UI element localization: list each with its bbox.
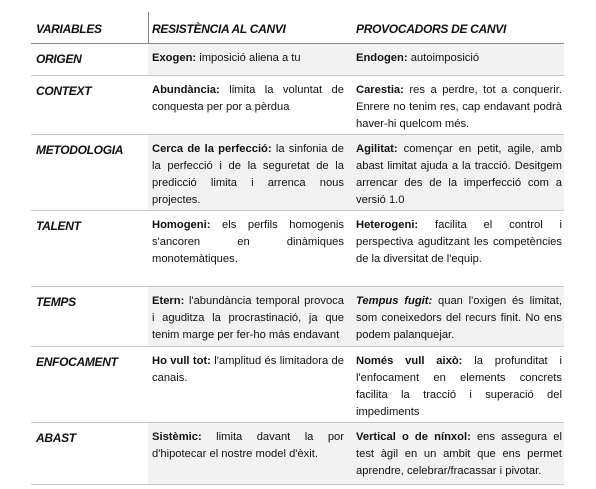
- resistance-cell: Homogeni: els perfils homogenis s'ancoren en dinàmiques monotemàtiques.: [152, 219, 344, 265]
- resistance-cell: Sistèmic: limita davant la por d'hipotecar el nostre model d'èxit.: [152, 431, 344, 460]
- table-header-row: [31, 12, 564, 44]
- variable-label: ENFOCAMENT: [36, 355, 118, 369]
- resistance-cell: Etern: l'abundància temporal provoca i aguditza la procrastinació, ja que tenim marge per fer-ho más endavant: [152, 295, 344, 341]
- table-row-origen: [31, 44, 564, 76]
- header-variables: VARIABLES: [36, 22, 102, 36]
- resistance-cell: Abundància: limita la voluntat de conquesta per por a pèrdua: [152, 84, 344, 113]
- table-row-temps: [31, 287, 564, 347]
- resistance-cell: Cerca de la perfecció: la sinfonia de la perfecció i de la seguretat de la predicció limita i arrenca nous projectes.: [152, 143, 344, 206]
- resistance-cell: Exogen: imposició aliena a tu: [152, 52, 301, 64]
- provoker-cell: Endogen: autoimposició: [356, 52, 480, 64]
- variable-label: ORIGEN: [36, 52, 82, 66]
- variable-label: TALENT: [36, 219, 81, 233]
- header-provokers: PROVOCADORS DE CANVI: [356, 22, 507, 36]
- variable-label: TEMPS: [36, 295, 76, 309]
- variable-label: ABAST: [36, 431, 76, 445]
- variable-label: CONTEXT: [36, 84, 92, 98]
- provoker-cell: Carestia: res a perdre, tot a conquerir. Enrere no tenim res, cap endavant podrà haver-hi quelcom més.: [356, 84, 562, 130]
- table-row-metodologia: [31, 135, 564, 211]
- header-resistance: RESISTÈNCIA AL CANVI: [152, 22, 286, 36]
- provoker-cell: Tempus fugit: quan l'oxigen és limitat, som coneixedors del recurs finit. No ens podem palanquejar.: [356, 295, 562, 341]
- provoker-cell: Agilitat: començar en petit, agile, amb abast limitat ajuda a la tracció. Desitgem arrencar des de la imperfecció com a versió 1.0: [356, 143, 562, 206]
- table-row-abast: [31, 423, 564, 485]
- variable-label: METODOLOGIA: [36, 143, 124, 157]
- resistance-cell: Ho vull tot: l'amplitud és limitadora de canais.: [152, 355, 344, 384]
- change-variables-table: [31, 12, 564, 485]
- table-row-context: [31, 76, 564, 135]
- provoker-cell: Només vull això: la profunditat i l'enfocament en elements concrets facilita la tracció i superació del impediments: [356, 355, 562, 418]
- table-row-enfocament: [31, 347, 564, 423]
- provoker-cell: Vertical o de nínxol: ens assegura el test àgil en un ambit que ens permet aprendre, celebrar/fracassar i pivotar.: [356, 431, 562, 477]
- provoker-cell: Heterogeni: facilita el control i perspectiva aguditzant les competències de la diversitat de l'equip.: [356, 219, 562, 265]
- table-row-talent: [31, 211, 564, 287]
